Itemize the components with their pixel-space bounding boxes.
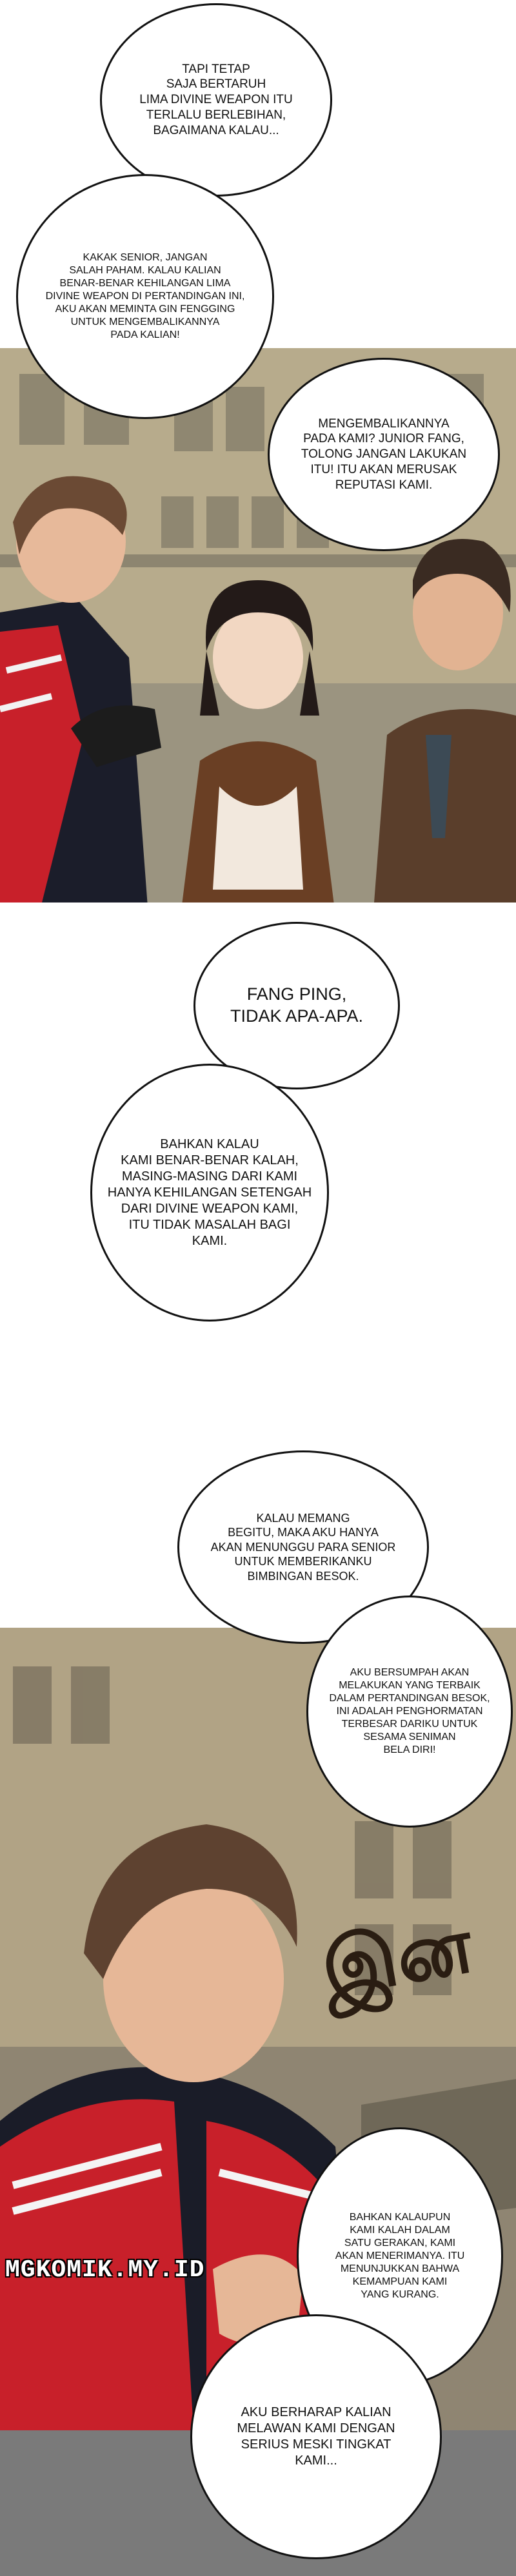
speech-bubble-2 bbox=[16, 174, 274, 419]
character-man-right bbox=[361, 503, 516, 903]
speech-text-1: TAPI TETAP SAJA BERTARUH LIMA DIVINE WEAPON ITU TERLALU BERLEBIHAN, BAGAIMANA KALAU... bbox=[139, 62, 293, 137]
speech-bubble-1 bbox=[100, 3, 332, 197]
speech-bubble-9 bbox=[190, 2314, 442, 2559]
speech-text-6: KALAU MEMANG BEGITU, MAKA AKU HANYA AKAN MENUNGGU PARA SENIOR UNTUK MEMBERIKANKU BIMBINGAN BESOK. bbox=[210, 1511, 396, 1583]
speech-bubble-5 bbox=[90, 1064, 329, 1322]
speech-text-8: BAHKAN KALAUPUN KAMI KALAH DALAM SATU GERAKAN, KAMI AKAN MENERIMANYA. ITU MENUNJUKKAN BAHWA KEMAMPUAN KAMI YANG KURANG. bbox=[335, 2212, 465, 2300]
speech-text-7: AKU BERSUMPAH AKAN MELAKUKAN YANG TERBAIK DALAM PERTANDINGAN BESOK, INI ADALAH PENGHORMATAN TERBESAR DARIKU UNTUK SESAMA SENIMAN BELA DIRI! bbox=[329, 1667, 490, 1755]
speech-bubble-3 bbox=[268, 358, 500, 551]
character-woman-center bbox=[174, 554, 342, 903]
sound-effect-text: இன bbox=[315, 1898, 479, 2015]
character-fang-ping-left bbox=[0, 464, 194, 903]
speech-text-4: FANG PING, TIDAK APA-APA. bbox=[230, 984, 364, 1026]
speech-text-2: KAKAK SENIOR, JANGAN SALAH PAHAM. KALAU KALIAN BENAR-BENAR KEHILANGAN LIMA DIVINE WEAPON DI PERTANDINGAN INI, AKU AKAN MEMINTA GIN FENGGING UNTUK MENGEMBALIKANNYA PADA KALIAN! bbox=[45, 252, 245, 340]
speech-text-3: MENGEMBALIKANNYA PADA KAMI? JUNIOR FANG, TOLONG JANGAN LAKUKAN ITU! ITU AKAN MERUSAK REPUTASI KAMI. bbox=[301, 416, 467, 492]
watermark: MGKOMIK.MY.ID bbox=[5, 2256, 205, 2284]
speech-text-9: AKU BERHARAP KALIAN MELAWAN KAMI DENGAN SERIUS MESKI TINGKAT KAMI... bbox=[237, 2405, 395, 2468]
speech-bubble-7 bbox=[306, 1595, 513, 1828]
speech-text-5: BAHKAN KALAU KAMI BENAR-BENAR KALAH, MASING-MASING DARI KAMI HANYA KEHILANGAN SETENGAH DARI DIVINE WEAPON KAMI, ITU TIDAK MASALAH BAGI KAMI. bbox=[107, 1137, 312, 1248]
